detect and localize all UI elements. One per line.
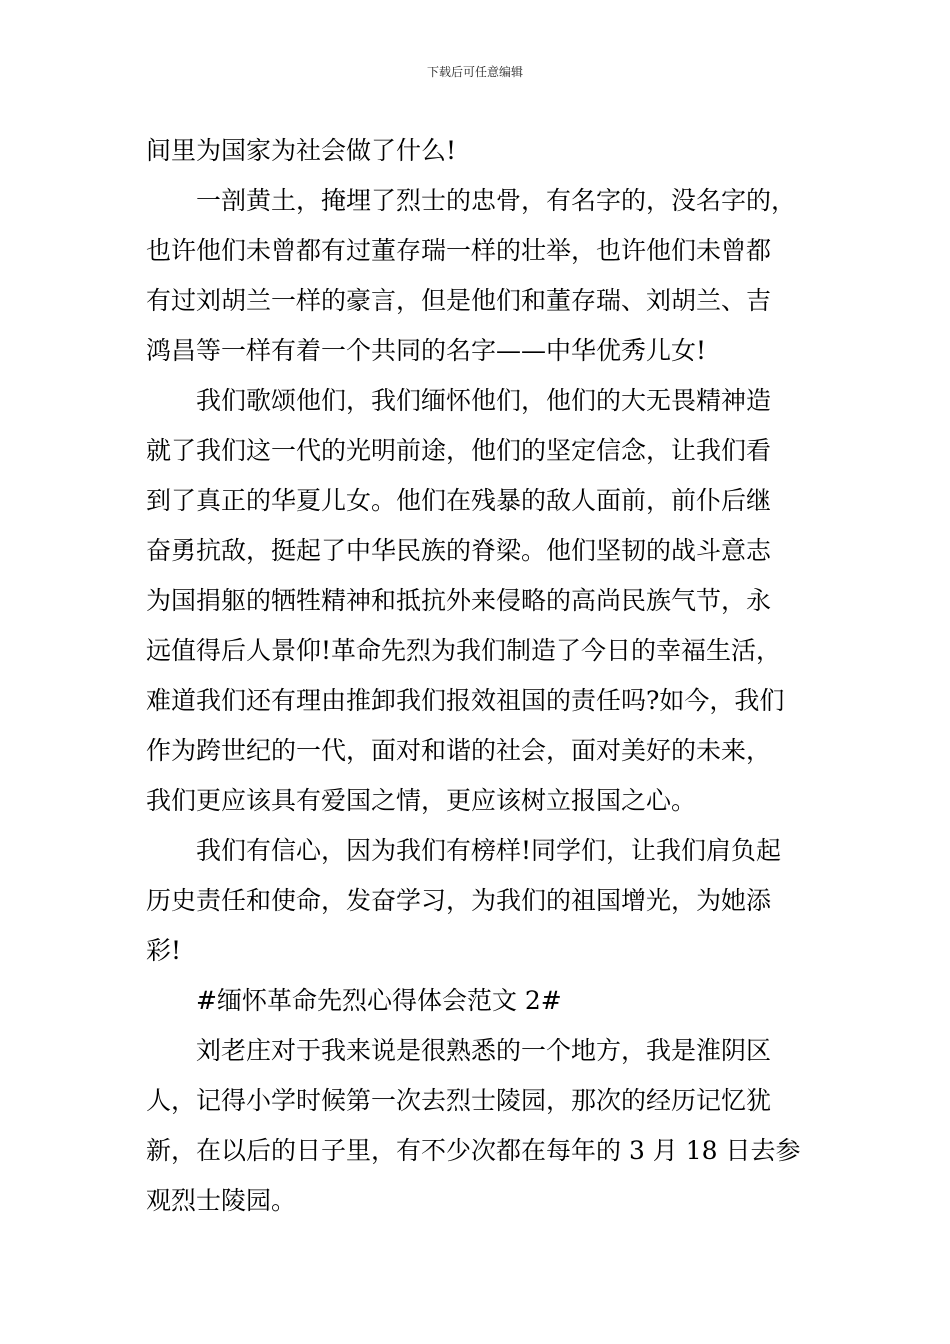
text-line: 历史责任和使命，发奋学习，为我们的祖国增光，为她添 bbox=[146, 886, 772, 915]
text-line: 间里为国家为社会做了什么! bbox=[146, 136, 457, 165]
text-line: 观烈士陵园。 bbox=[146, 1186, 297, 1215]
text-line: 我们歌颂他们，我们缅怀他们，他们的大无畏精神造 bbox=[146, 386, 772, 415]
text-line: 彩! bbox=[146, 936, 182, 965]
text-line: 我们有信心，因为我们有榜样!同学们，让我们肩负起 bbox=[146, 836, 782, 865]
document-body bbox=[146, 126, 826, 1226]
page-header: 下载后可任意编辑 bbox=[426, 65, 523, 79]
text-line: 一剖黄土，掩埋了烈士的忠骨，有名字的，没名字的， bbox=[146, 186, 797, 215]
text-line: 就了我们这一代的光明前途，他们的坚定信念，让我们看 bbox=[146, 436, 772, 465]
text-line: 到了真正的华夏儿女。他们在残暴的敌人面前，前仆后继 bbox=[146, 486, 772, 515]
text-line: 远值得后人景仰!革命先烈为我们制造了今日的幸福生活， bbox=[146, 636, 782, 665]
text-line: 鸿昌等一样有着一个共同的名字——中华优秀儿女! bbox=[146, 336, 707, 365]
text-line: 新，在以后的日子里，有不少次都在每年的 3 月 18 日去参 bbox=[146, 1136, 801, 1165]
text-line: 奋勇抗敌，挺起了中华民族的脊梁。他们坚韧的战斗意志 bbox=[146, 536, 772, 565]
text-line: 难道我们还有理由推卸我们报效祖国的责任吗?如今，我们 bbox=[146, 686, 785, 715]
text-line: 刘老庄对于我来说是很熟悉的一个地方，我是淮阴区 bbox=[146, 1036, 772, 1065]
text-line: 有过刘胡兰一样的豪言，但是他们和董存瑞、刘胡兰、吉 bbox=[146, 286, 772, 315]
text-line: 我们更应该具有爱国之情，更应该树立报国之心。 bbox=[146, 786, 697, 815]
text-line: 作为跨世纪的一代，面对和谐的社会，面对美好的未来， bbox=[146, 736, 772, 765]
section-heading: #缅怀革命先烈心得体会范文 2# bbox=[146, 986, 562, 1015]
text-line: 也许他们未曾都有过董存瑞一样的壮举，也许他们未曾都 bbox=[146, 236, 772, 265]
text-line: 为国捐躯的牺牲精神和抵抗外来侵略的高尚民族气节，永 bbox=[146, 586, 772, 615]
text-line: 人，记得小学时候第一次去烈士陵园，那次的经历记忆犹 bbox=[146, 1086, 772, 1115]
